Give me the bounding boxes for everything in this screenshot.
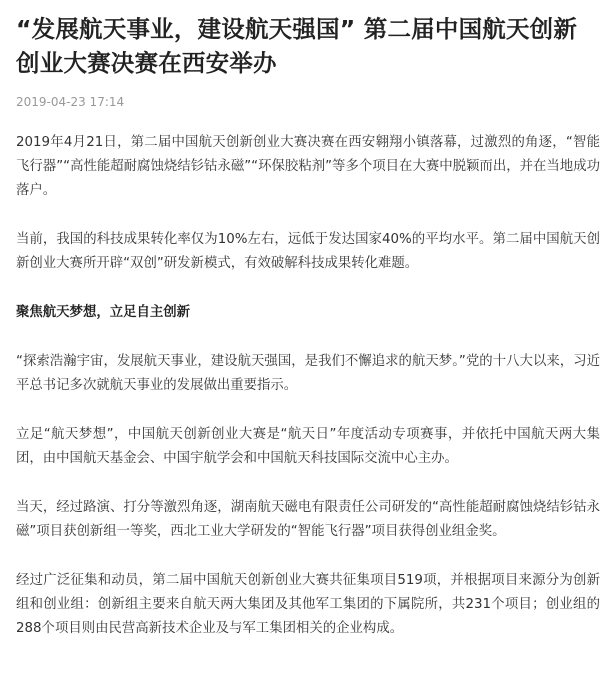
article-title: “发展航天事业，建设航天强国” 第二届中国航天创新创业大赛决赛在西安举办 xyxy=(16,15,578,77)
article-paragraph: 2019年4月21日，第二届中国航天创新创业大赛决赛在西安翱翔小镇落幕，过激烈的角逐，“智能飞行器”“高性能超耐腐蚀烧结钐钴永磁”“环保胶粘剂”等多个项目在大赛中脱颖而出，并在当地成功落户。 xyxy=(16,135,600,198)
publish-date: 2019-04-23 17:14 xyxy=(16,95,125,109)
section-heading: 聚焦航天梦想，立足自主创新 xyxy=(16,305,191,320)
article-paragraph: 当前，我国的科技成果转化率仅为10%左右，远低于发达国家40%的平均水平。第二届中国航天创新创业大赛所开辟“双创”研发新模式，有效破解科技成果转化难题。 xyxy=(16,232,600,271)
article-paragraph: “探索浩瀚宇宙，发展航天事业，建设航天强国，是我们不懈追求的航天梦。”党的十八大以来，习近平总书记多次就航天事业的发展做出重要指示。 xyxy=(16,354,600,393)
article-paragraph: 立足“航天梦想”，中国航天创新创业大赛是“航天日”年度活动专项赛事，并依托中国航天两大集团，由中国航天基金会、中国宇航学会和中国航天科技国际交流中心主办。 xyxy=(16,427,600,466)
article-body xyxy=(16,131,600,641)
article-paragraph: 经过广泛征集和动员，第二届中国航天创新创业大赛共征集项目519项，并根据项目来源分为创新组和创业组：创新组主要来自航天两大集团及其他军工集团的下属院所，共231个项目；创业组的288个项目则由民营高新技术企业及与军工集团相关的企业构成。 xyxy=(16,573,600,636)
article-paragraph: 当天，经过路演、打分等激烈角逐，湖南航天磁电有限责任公司研发的“高性能超耐腐蚀烧结钐钴永磁”项目获创新组一等奖，西北工业大学研发的“智能飞行器”项目获得创业组金奖。 xyxy=(16,500,600,539)
